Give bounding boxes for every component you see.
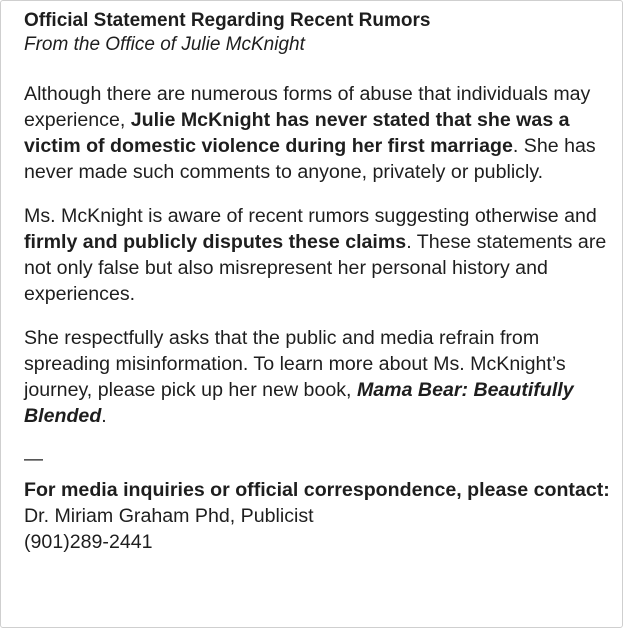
paragraph-request	[24, 325, 616, 429]
paragraph-denial-intro: Although there are numerous forms of abuse that individuals may experience,	[24, 83, 591, 131]
statement-subtitle: From the Office of Julie McKnight	[24, 34, 305, 55]
paragraph-request-end: .	[101, 405, 107, 427]
paragraph-dispute-emphasis: firmly and publicly disputes these claims	[24, 231, 407, 253]
contact-heading: For media inquiries or official correspondence, please contact:	[24, 479, 610, 501]
statement-document	[24, 9, 616, 555]
paragraph-dispute-end: . These statements are not only false but also misrepresent her personal history and experiences.	[24, 231, 607, 305]
paragraph-denial	[24, 81, 616, 185]
book-title: Mama Bear: Beautifully Blended	[24, 379, 574, 427]
contact-name: Dr. Miriam Graham Phd, Publicist	[24, 505, 314, 527]
separator-dash: —	[24, 449, 43, 470]
statement-title: Official Statement Regarding Recent Rumors	[24, 10, 431, 31]
paragraph-request-intro: She respectfully asks that the public and media refrain from spreading misinformation. To learn more about Ms. McKnight’s journey, please pick up her new book,	[24, 327, 566, 401]
paragraph-dispute-intro: Ms. McKnight is aware of recent rumors suggesting otherwise and	[24, 205, 597, 227]
contact-phone: (901)289-2441	[24, 531, 153, 553]
paragraph-denial-emphasis: Julie McKnight has never stated that she was a victim of domestic violence during her first marriage	[24, 109, 570, 157]
paragraph-dispute	[24, 203, 616, 307]
paragraph-denial-end: . She has never made such comments to anyone, privately or publicly.	[24, 135, 596, 183]
